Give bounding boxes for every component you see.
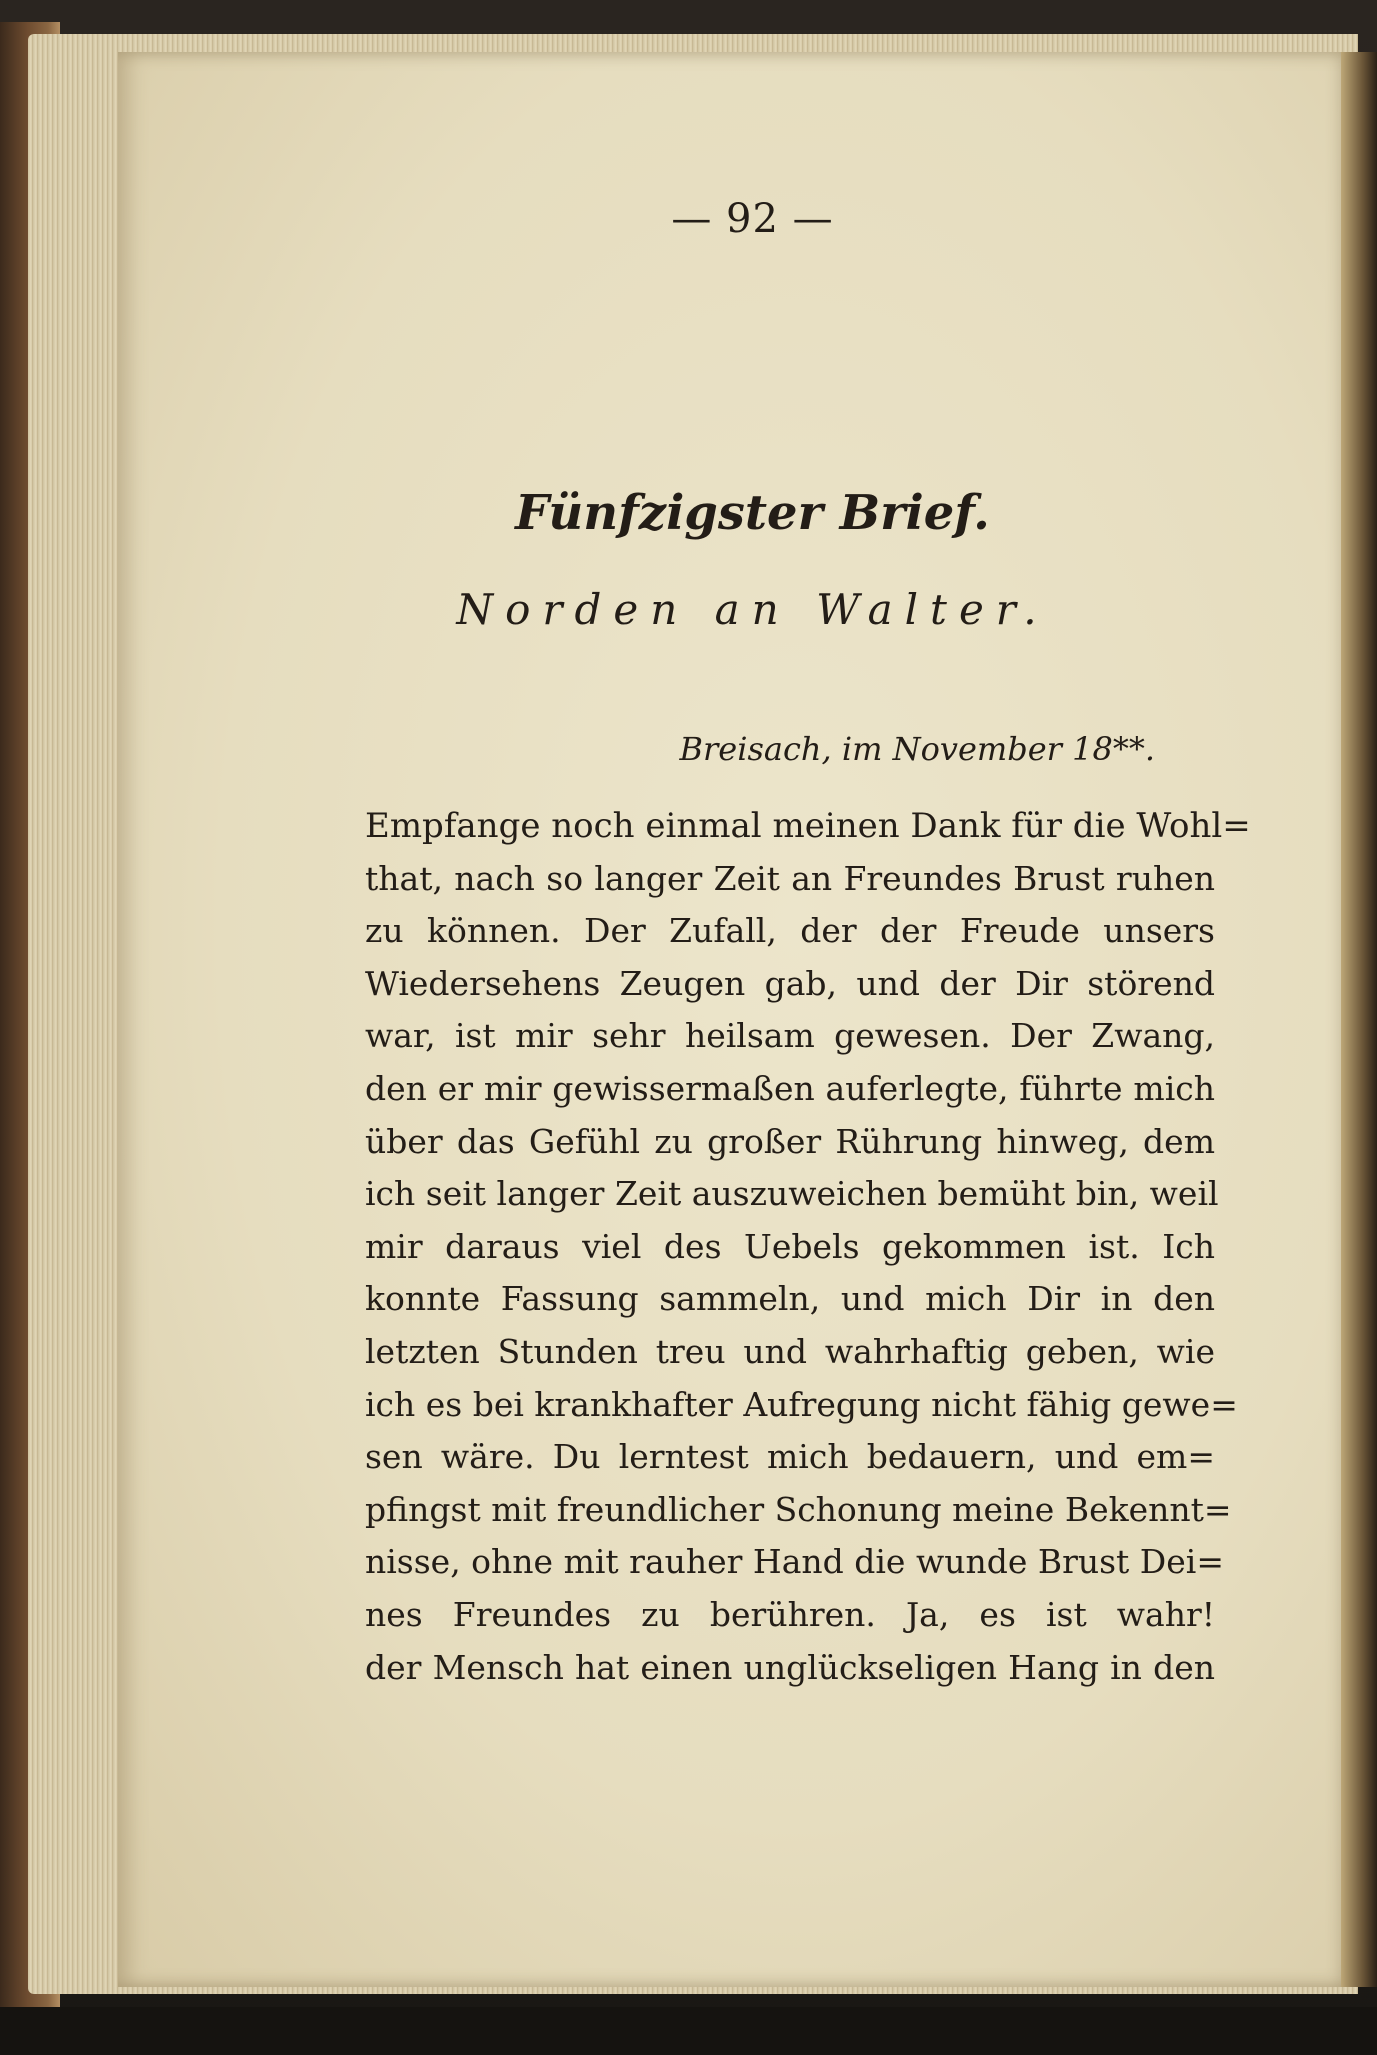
text-line: über das Gefühl zu großer Rührung hinweg, dem	[365, 1121, 1215, 1161]
text-line: nisse, ohne mit rauher Hand die wunde Brust Dei=	[365, 1542, 1224, 1582]
place-date-line: Breisach, im November 18**.	[679, 730, 1155, 768]
text-line: den er mir gewissermaßen auferlegte, führte mich	[365, 1068, 1215, 1108]
text-line: nes Freundes zu berühren. Ja, es ist wahr!	[365, 1594, 1215, 1634]
text-line: der Mensch hat einen unglückseligen Hang in den	[365, 1647, 1215, 1687]
text-line: pfingst mit freundlicher Schonung meine Bekennt=	[365, 1489, 1232, 1529]
text-line: sen wäre. Du lerntest mich bedauern, und em=	[365, 1437, 1215, 1477]
page-number: — 92 —	[671, 196, 834, 242]
body-paragraph	[365, 800, 1251, 1694]
text-line: zu können. Der Zufall, der der Freude unsers	[365, 911, 1215, 951]
text-line: Wiedersehens Zeugen gab, und der Dir störend	[365, 963, 1215, 1003]
text-line: ich seit langer Zeit auszuweichen bemüht bin, weil	[365, 1174, 1219, 1214]
page-gutter-edge	[1341, 52, 1377, 1987]
text-line: that, nach so langer Zeit an Freundes Brust ruhen	[365, 858, 1215, 898]
text-line: mir daraus viel des Uebels gekommen ist. Ich	[365, 1226, 1215, 1266]
text-line: konnte Fassung sammeln, und mich Dir in den	[365, 1279, 1215, 1319]
letter-heading: Fünfzigster Brief.	[515, 485, 990, 541]
text-line: Empfange noch einmal meinen Dank für die Wohl=	[365, 806, 1251, 846]
text-line: war, ist mir sehr heilsam gewesen. Der Zwang,	[365, 1016, 1215, 1056]
scan-background-bottom	[0, 2007, 1377, 2055]
letter-subheading: Norden an Walter.	[456, 585, 1049, 634]
text-line: ich es bei krankhafter Aufregung nicht fähig gewe=	[365, 1384, 1238, 1424]
text-line: letzten Stunden treu und wahrhaftig geben, wie	[365, 1331, 1215, 1371]
